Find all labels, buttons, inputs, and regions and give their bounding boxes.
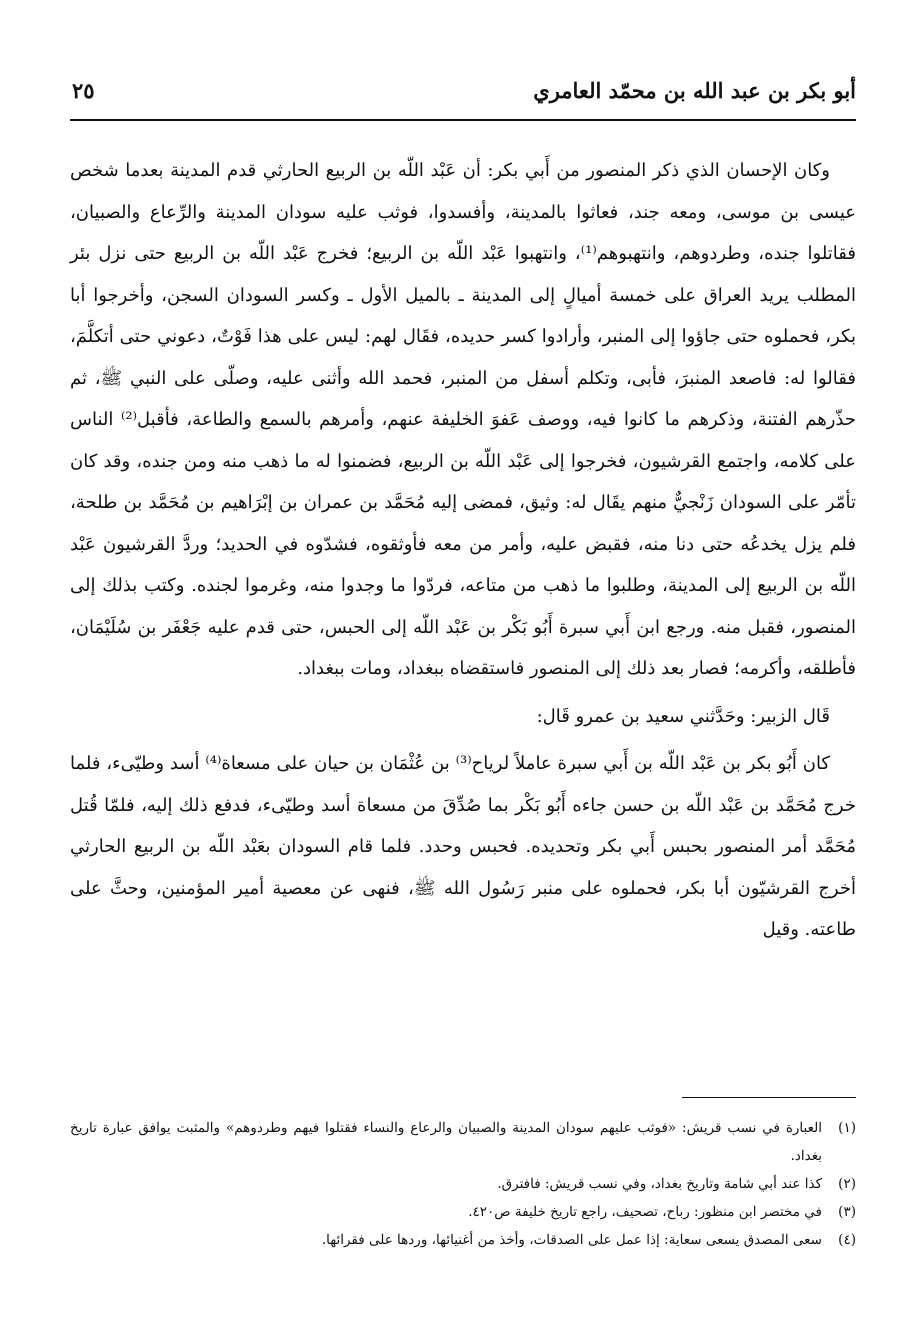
footnote-text: كذا عند أبي شامة وتاريخ بغداد، وفي نسب قريش: فافترق.: [497, 1176, 822, 1192]
footnote-text: سعى المصدق يسعى سعاية: إذا عمل على الصدقات، وأخذ من أغنيائها، وردها على فقرائها.: [321, 1232, 822, 1248]
footnote-text: العبارة في نسب قريش: «فوثب عليهم سودان المدينة والصبيان والرعاع والنساء فقتلوا فيهم وطردوهم» والمثبت يوافق عبارة تاريخ بغداد.: [70, 1120, 822, 1164]
paragraph: كان أَبُو بكر بن عَبْد اللّه بن أَبي سبرة عاملاً لرياح⁽³⁾ بن عُثْمَان بن حيان على مسعاة⁽⁴⁾ أسد وطيّىء، فلما خرج مُحَمَّد بن عَبْد اللّه بن حسن جاءه أَبُو بَكْر بما صُدِّقَ من مسعاة أسد وطيّىء، فدفع ذلك إليه، فلمّا قُتل مُحَمَّد أمر المنصور بحبس أَبي بكر وتحديده. فحبس وحدد. فلما قام السودان بعَبْد اللّه بن الربيع الحارثي أخرج القرشيّون أبا بكر، فحملوه على منبر رَسُول الله ﷺ، فنهى عن معصية أمير المؤمنين، وحثَّ على طاعته. وقيل: [70, 753, 856, 940]
footnote-text: في مختصر ابن منظور: رباح، تصحيف، راجع تاريخ خليفة ص٤٢٠.: [468, 1204, 822, 1220]
page-header: [70, 72, 856, 112]
footnote-marker: (١): [838, 1120, 856, 1136]
page-number: ٢٥: [72, 78, 95, 103]
footnote-marker: (٣): [838, 1204, 856, 1220]
footnote: [70, 1198, 856, 1226]
footnote-marker: (٢): [838, 1176, 856, 1192]
footnote: [70, 1114, 856, 1170]
paragraph: وكان الإحسان الذي ذكر المنصور من أَبي بكر: أن عَبْد اللّه بن الربيع الحارثي قدم المدينة بعدما شخص عيسى بن موسى، ومعه جند، فعاثوا بالمدينة، وأفسدوا، فوثب عليه سودان المدينة والرِّعاع والصبيان، فقاتلوا جنده، وطردوهم، وانتهبوهم⁽¹⁾، وانتهبوا عَبْد اللّه بن الربيع؛ فخرج عَبْد اللّه بن الربيع حتى نزل بئر المطلب يريد العراق على خمسة أميالٍ إلى المدينة ـ بالميل الأول ـ وكسر السودان السجن، وأخرجوا أبا بكر، فحملوه حتى جاؤوا إلى المنبر، وأرادوا كسر حديده، فقَال لهم: ليس على هذا فَوْتٌ، دعوني حتى أتكلَّمَ، فقالوا له: فاصعد المنبرَ، فأبى، وتكلم أسفل من المنبر، فحمد الله وأثنى عليه، وصلّى على النبي ﷺ، ثم حذّرهم الفتنة، وذكرهم ما كانوا فيه، ووصف عَفوَ الخليفة عنهم، وأمرهم بالسمع والطاعة، فأقبل⁽²⁾ الناس على كلامه، واجتمع القرشيون، فخرجوا إلى عَبْد اللّه بن الربيع، فضمنوا له ما ذهب منه ومن جنده، وقد كان تأمّر على السودان زَنْجيٌّ منهم يقَال له: وثيق، فمضى إليه مُحَمَّد بن عمران بن إبْرَاهيم بن مُحَمَّد بن طلحة، فلم يزل يخدعُه حتى دنا منه، فقبض عليه، وأمر من معه فأوثقوه، فشدّوه في الحديد؛ وردَّ القرشيون عَبْد اللّه بن الربيع إلى المدينة، وطلبوا ما ذهب من متاعه، فردّوا ما وجدوا منه، وغرموا لجنده. وكتب بذلك إلى المنصور، فقبل منه. ورجع ابن أَبي سبرة أَبُو بَكْر بن عَبْد اللّه إلى الحبس، حتى قدم عليه جَعْفَر بن سُلَيْمَان، فأطلقه، وأكرمه؛ فصار بعد ذلك إلى المنصور فاستقضاه ببغداد، ومات ببغداد.: [70, 160, 857, 679]
running-title: أبو بكر بن عبد الله بن محمّد العامري: [533, 78, 856, 103]
footnote-marker: (٤): [838, 1232, 856, 1248]
header-divider: [70, 119, 856, 121]
footnotes: [70, 1114, 856, 1254]
footnote: [70, 1226, 856, 1254]
main-text: [70, 150, 856, 951]
paragraph: قَال الزبير: وحَدَّثني سعيد بن عمرو قَال:: [536, 705, 830, 727]
footnote-divider: [682, 1097, 856, 1098]
footnote: [70, 1170, 856, 1198]
